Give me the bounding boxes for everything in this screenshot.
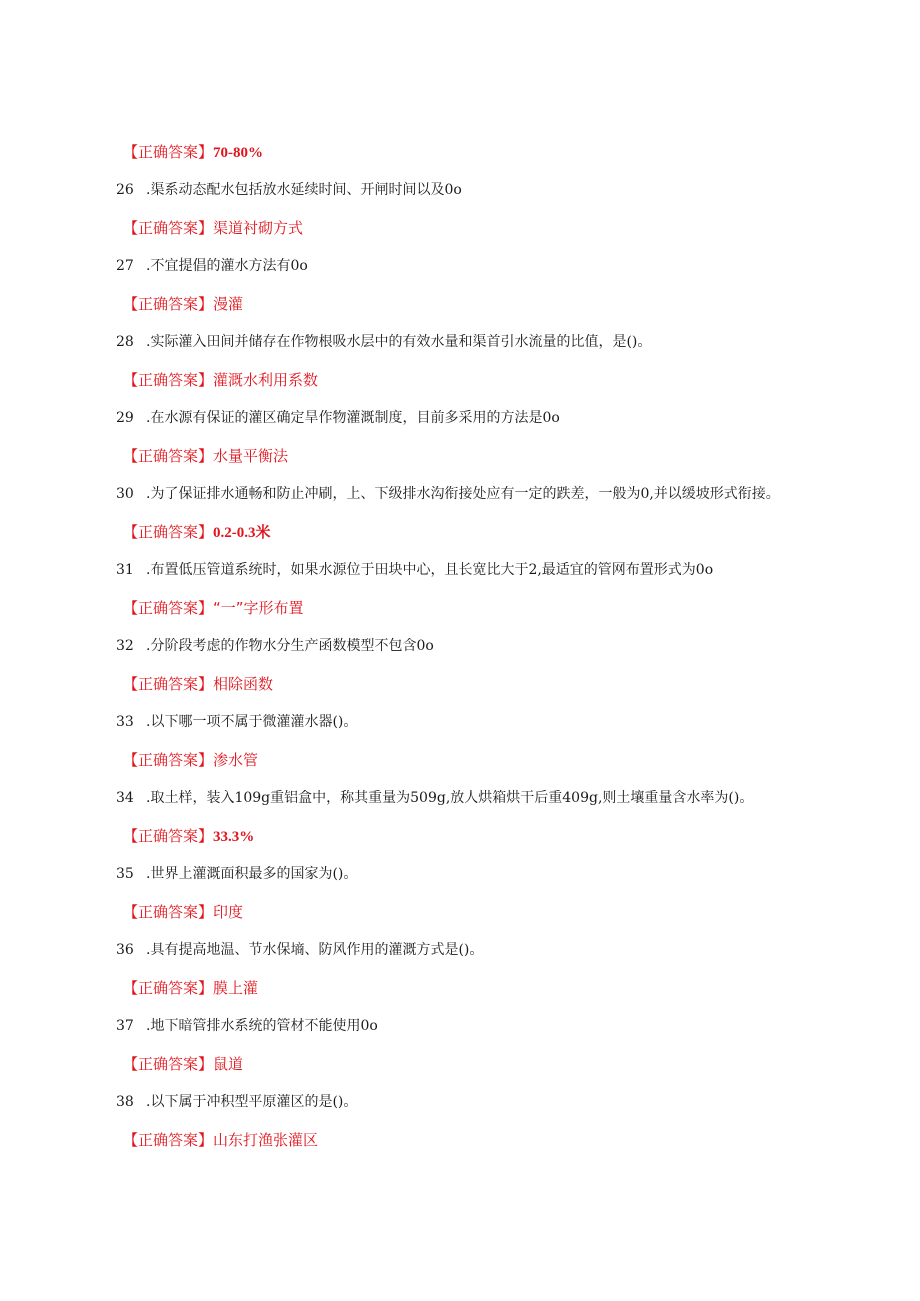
answer-line-33 [123, 750, 258, 770]
answer-line-28 [123, 370, 318, 390]
answer-value: 水量平衡法 [213, 447, 289, 465]
answer-value: 渗水管 [213, 751, 259, 769]
answer-line-31 [123, 598, 304, 618]
question-number: 27 [116, 258, 134, 274]
answer-label: 【正确答案】 [123, 523, 214, 541]
answer-label: 【正确答案】 [123, 751, 214, 769]
answer-value: 印度 [213, 903, 244, 921]
question-line-33 [116, 712, 357, 732]
answer-value: 0.2-0.3米 [213, 525, 271, 541]
answer-line-27 [123, 294, 243, 314]
answer-line-29 [123, 446, 288, 466]
answer-line-30 [123, 522, 271, 543]
answer-line-25 [123, 142, 263, 163]
answer-value: 山东打渔张灌区 [213, 1131, 319, 1149]
answer-line-35 [123, 902, 243, 922]
question-text: .分阶段考虑的作物水分生产函数模型不包含0o [146, 638, 434, 654]
answer-line-38 [123, 1130, 318, 1150]
question-text: .具有提高地温、节水保墒、防风作用的灌溉方式是()。 [146, 942, 484, 958]
answer-value: 70-80% [213, 145, 264, 161]
question-text: .为了保证排水通畅和防止冲刷，上、下级排水沟衔接处应有一定的跌差，一般为0,并以缓坡形式衔接。 [146, 486, 780, 502]
answer-line-32 [123, 674, 273, 694]
question-line-38 [116, 1092, 357, 1112]
question-text: .布置低压管道系统时，如果水源位于田块中心，且长宽比大于2,最适宜的管网布置形式为0o [146, 562, 714, 578]
answer-line-34 [123, 826, 254, 847]
answer-line-37 [123, 1054, 243, 1074]
answer-label: 【正确答案】 [123, 1055, 214, 1073]
question-text: .以下哪一项不属于微灌灌水器()。 [146, 714, 358, 730]
question-number: 31 [116, 562, 134, 578]
answer-label: 【正确答案】 [123, 903, 214, 921]
question-number: 37 [116, 1018, 134, 1034]
answer-value: 鼠道 [213, 1055, 244, 1073]
answer-label: 【正确答案】 [123, 447, 214, 465]
answer-value: 渠道衬砌方式 [213, 219, 304, 237]
question-number: 28 [116, 334, 134, 350]
question-text: .世界上灌溉面积最多的国家为()。 [146, 866, 358, 882]
question-text: .在水源有保证的灌区确定旱作物灌溉制度，目前多采用的方法是0o [146, 410, 560, 426]
question-line-29 [116, 408, 560, 428]
question-number: 38 [116, 1094, 134, 1110]
answer-value: 膜上灌 [213, 979, 259, 997]
question-line-36 [116, 940, 483, 960]
answer-label: 【正确答案】 [123, 143, 214, 161]
question-text: .以下属于冲积型平原灌区的是()。 [146, 1094, 358, 1110]
question-line-30 [116, 484, 780, 504]
answer-label: 【正确答案】 [123, 371, 214, 389]
question-text: .地下暗管排水系统的管材不能使用0o [146, 1018, 378, 1034]
answer-value: 33.3% [213, 829, 255, 845]
question-line-27 [116, 256, 308, 276]
question-text: .实际灌入田间并储存在作物根吸水层中的有效水量和渠首引水流量的比值，是()。 [146, 334, 652, 350]
answer-value: “一”字形布置 [213, 599, 304, 617]
question-number: 30 [116, 486, 134, 502]
answer-value: 相除函数 [213, 675, 274, 693]
answer-label: 【正确答案】 [123, 599, 214, 617]
question-text: .渠系动态配水包括放水延续时间、开闸时间以及0o [146, 182, 462, 198]
question-line-35 [116, 864, 357, 884]
question-line-32 [116, 636, 434, 656]
question-number: 26 [116, 182, 134, 198]
question-number: 33 [116, 714, 134, 730]
question-number: 34 [116, 790, 134, 806]
question-number: 32 [116, 638, 134, 654]
question-text: .取土样，装入109g重铝盒中，称其重量为509g,放人烘箱烘干后重409g,则土壤重量含水率为()。 [146, 790, 754, 806]
question-line-26 [116, 180, 462, 200]
answer-label: 【正确答案】 [123, 219, 214, 237]
question-line-37 [116, 1016, 378, 1036]
question-line-34 [116, 788, 753, 808]
answer-label: 【正确答案】 [123, 827, 214, 845]
answer-value: 灌溉水利用系数 [213, 371, 319, 389]
answer-value: 漫灌 [213, 295, 244, 313]
question-line-31 [116, 560, 713, 580]
answer-label: 【正确答案】 [123, 1131, 214, 1149]
question-number: 29 [116, 410, 134, 426]
question-text: .不宜提倡的灌水方法有0o [146, 258, 308, 274]
question-line-28 [116, 332, 651, 352]
answer-label: 【正确答案】 [123, 295, 214, 313]
question-number: 36 [116, 942, 134, 958]
answer-label: 【正确答案】 [123, 979, 214, 997]
answer-line-26 [123, 218, 303, 238]
answer-label: 【正确答案】 [123, 675, 214, 693]
question-number: 35 [116, 866, 134, 882]
answer-line-36 [123, 978, 258, 998]
